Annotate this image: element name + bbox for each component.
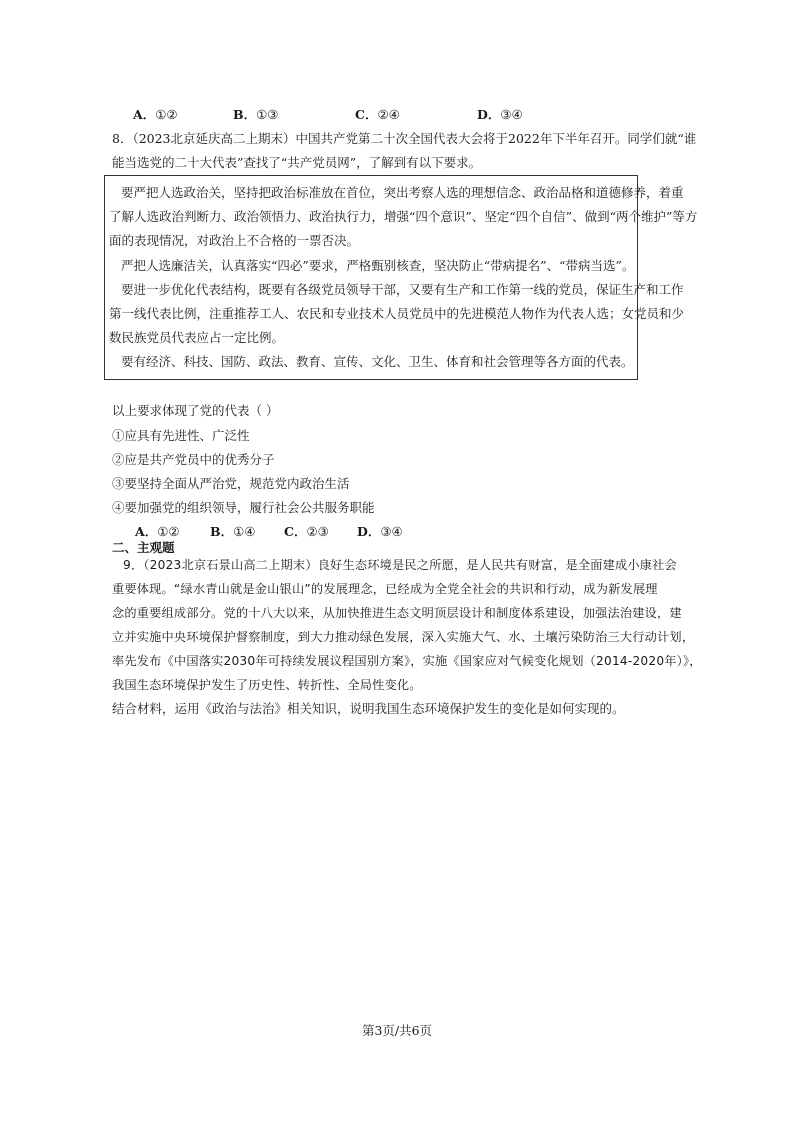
q9-line: 念的重要组成部分。党的十八大以来，从加快推进生态文明顶层设计和制度体系建设，加强法治建设，建 bbox=[112, 606, 682, 620]
q9-line: 9．（2023北京石景山高二上期末）良好生态环境是民之所愿，是人民共有财富，是全面建成小康社会 bbox=[123, 558, 677, 572]
section-title: 二、主观题 bbox=[112, 540, 175, 555]
q7-option-b: B．①③ bbox=[233, 107, 279, 122]
q8-question: 以上要求体现了党的代表（ ） bbox=[112, 403, 279, 418]
q9-question: 结合材料，运用《政治与法治》相关知识，说明我国生态环境保护发生的变化是如何实现的。 bbox=[112, 701, 625, 716]
q8-option-b: B．①④ bbox=[210, 524, 256, 539]
q8-statement-2: ②应是共产党员中的优秀分子 bbox=[112, 452, 275, 467]
q8-statement-4: ④要加强党的组织领导，履行社会公共服务职能 bbox=[112, 500, 375, 515]
q8-option-c: C．②③ bbox=[284, 524, 329, 539]
q7-option-c: C．②④ bbox=[355, 107, 400, 122]
page-number: 第3页/共6页 bbox=[361, 1023, 433, 1038]
q8-statement-1: ①应具有先进性、广泛性 bbox=[112, 428, 250, 443]
q7-option-d: D．③④ bbox=[477, 107, 523, 122]
q8-material-box bbox=[104, 175, 698, 380]
material-line: 要有经济、科技、国防、政法、教育、宣传、文化、卫生、体育和社会管理等各方面的代表。 bbox=[121, 354, 634, 369]
material-line: 严把人选廉洁关，认真落实“四必”要求，严格甄别核查，坚决防止“带病提名”、“带病当选”。 bbox=[121, 258, 635, 273]
q8-stem-line1: 8．（2023北京延庆高二上期末）中国共产党第二十次全国代表大会将于2022年下半年召开。同学们就“谁 bbox=[112, 131, 697, 146]
q9-line: 立并实施中央环境保护督察制度，到大力推动绿色发展，深入实施大气、水、土壤污染防治三大行动计划， bbox=[112, 630, 695, 644]
q8-option-d: D．③④ bbox=[357, 524, 403, 539]
material-line: 面的表现情况，对政治上不合格的一票否决。 bbox=[109, 233, 360, 248]
material-line: 要严把人选政治关，坚持把政治标准放在首位，突出考察人选的理想信念、政治品格和道德修养，着重 bbox=[121, 185, 684, 200]
q9-line: 我国生态环境保护发生了历史性、转折性、全局性变化。 bbox=[112, 678, 422, 692]
q8-option-a: A．①② bbox=[135, 524, 180, 539]
material-line: 要进一步优化代表结构，既要有各级党员领导干部，又要有生产和工作第一线的党员，保证生产和工作 bbox=[121, 282, 684, 297]
q8-stem-line2: 能当选党的二十大代表”查找了“共产党员网”，了解到有以下要求。 bbox=[112, 155, 482, 170]
material-line: 第一线代表比例，注重推荐工人、农民和专业技术人员党员中的先进模范人物作为代表人选；女党员和少 bbox=[109, 306, 685, 321]
q9-line: 重要体现。“绿水青山就是金山银山”的发展理念，已经成为全党全社会的共识和行动，成为新发展理 bbox=[112, 582, 658, 596]
q7-option-a: A．①② bbox=[133, 107, 178, 122]
q8-statement-3: ③要坚持全面从严治党，规范党内政治生活 bbox=[112, 476, 350, 491]
material-line: 数民族党员代表应占一定比例。 bbox=[109, 330, 285, 345]
q9-line: 率先发布《中国落实2030年可持续发展议程国别方案》，实施《国家应对气候变化规划（2014-2020年）》， bbox=[112, 654, 702, 668]
material-line: 了解人选政治判断力、政治领悟力、政治执行力，增强“四个意识”、坚定“四个自信”、做到“两个维护”等方 bbox=[109, 209, 698, 224]
